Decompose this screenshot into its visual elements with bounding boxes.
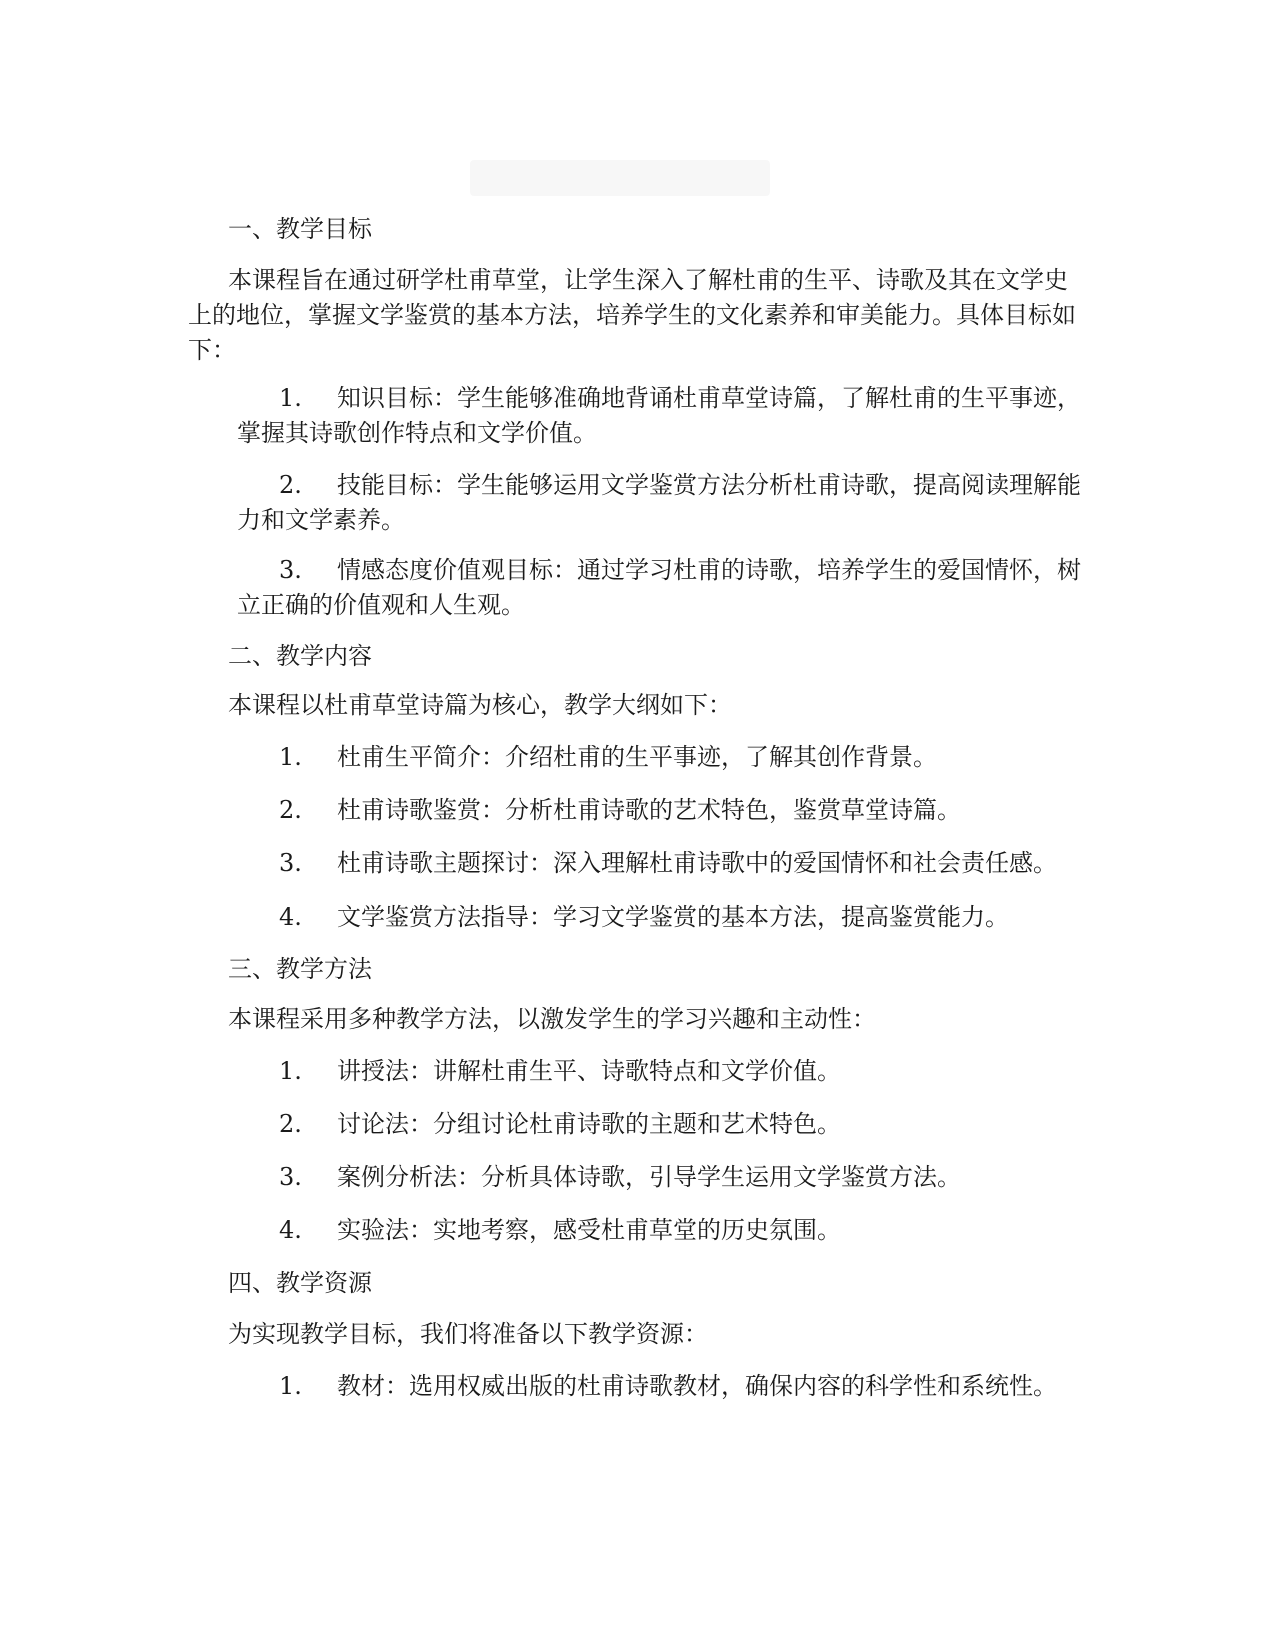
list-item: [237, 1107, 1092, 1142]
list-item: [237, 846, 1092, 881]
list-item-text: 知识目标：学生能够准确地背诵杜甫草堂诗篇，了解杜甫的生平事迹，掌握其诗歌创作特点和文学价值。: [237, 384, 1081, 447]
list-item: [237, 1213, 1092, 1248]
section-intro: 本课程以杜甫草堂诗篇为核心，教学大纲如下：: [228, 691, 732, 719]
list-item-number: 3.: [279, 1163, 302, 1191]
section-intro: 本课程旨在通过研学杜甫草堂，让学生深入了解杜甫的生平、诗歌及其在文学史上的地位，掌握文学鉴赏的基本方法，培养学生的文化素养和审美能力。具体目标如下：: [188, 266, 1076, 364]
list-item-text: 杜甫诗歌鉴赏：分析杜甫诗歌的艺术特色，鉴赏草堂诗篇。: [337, 796, 961, 824]
list-item-number: 3.: [279, 849, 302, 877]
list-item: [237, 740, 1092, 775]
list-item-text: 讲授法：讲解杜甫生平、诗歌特点和文学价值。: [337, 1057, 841, 1085]
list-item: [237, 1054, 1092, 1089]
list-item-number: 4.: [279, 1216, 302, 1244]
list-item-text: 杜甫诗歌主题探讨：深入理解杜甫诗歌中的爱国情怀和社会责任感。: [337, 849, 1057, 877]
list-item-number: 1.: [279, 384, 302, 412]
list-item: [237, 1160, 1092, 1195]
list-item: [237, 381, 1092, 451]
list-item-number: 2.: [279, 1110, 302, 1138]
list-item: [237, 900, 1092, 935]
list-item-number: 1.: [279, 1057, 302, 1085]
list-item-text: 讨论法：分组讨论杜甫诗歌的主题和艺术特色。: [337, 1110, 841, 1138]
section-intro: 本课程采用多种教学方法，以激发学生的学习兴趣和主动性：: [228, 1005, 876, 1033]
blurred-title: [470, 160, 770, 196]
list-item: [237, 553, 1092, 623]
section-heading: 一、教学目标: [228, 215, 372, 243]
list-item-text: 情感态度价值观目标：通过学习杜甫的诗歌，培养学生的爱国情怀，树立正确的价值观和人生观。: [237, 556, 1081, 619]
list-item-text: 杜甫生平简介：介绍杜甫的生平事迹，了解其创作背景。: [337, 743, 937, 771]
list-item-text: 案例分析法：分析具体诗歌，引导学生运用文学鉴赏方法。: [337, 1163, 961, 1191]
list-item: [237, 1369, 1092, 1404]
section-heading: 四、教学资源: [228, 1269, 372, 1297]
list-item-number: 1.: [279, 1372, 302, 1400]
list-item-text: 文学鉴赏方法指导：学习文学鉴赏的基本方法，提高鉴赏能力。: [337, 903, 1009, 931]
list-item-text: 技能目标：学生能够运用文学鉴赏方法分析杜甫诗歌，提高阅读理解能力和文学素养。: [237, 471, 1081, 534]
section-intro: 为实现教学目标，我们将准备以下教学资源：: [228, 1320, 708, 1348]
list-item-text: 教材：选用权威出版的杜甫诗歌教材，确保内容的科学性和系统性。: [337, 1372, 1057, 1400]
list-item: [237, 468, 1092, 538]
list-item-number: 2.: [279, 796, 302, 824]
list-item-number: 1.: [279, 743, 302, 771]
list-item-text: 实验法：实地考察，感受杜甫草堂的历史氛围。: [337, 1216, 841, 1244]
list-item-number: 2.: [279, 471, 302, 499]
section-heading: 三、教学方法: [228, 955, 372, 983]
list-item-number: 4.: [279, 903, 302, 931]
list-item-number: 3.: [279, 556, 302, 584]
section-heading: 二、教学内容: [228, 642, 372, 670]
list-item: [237, 793, 1092, 828]
